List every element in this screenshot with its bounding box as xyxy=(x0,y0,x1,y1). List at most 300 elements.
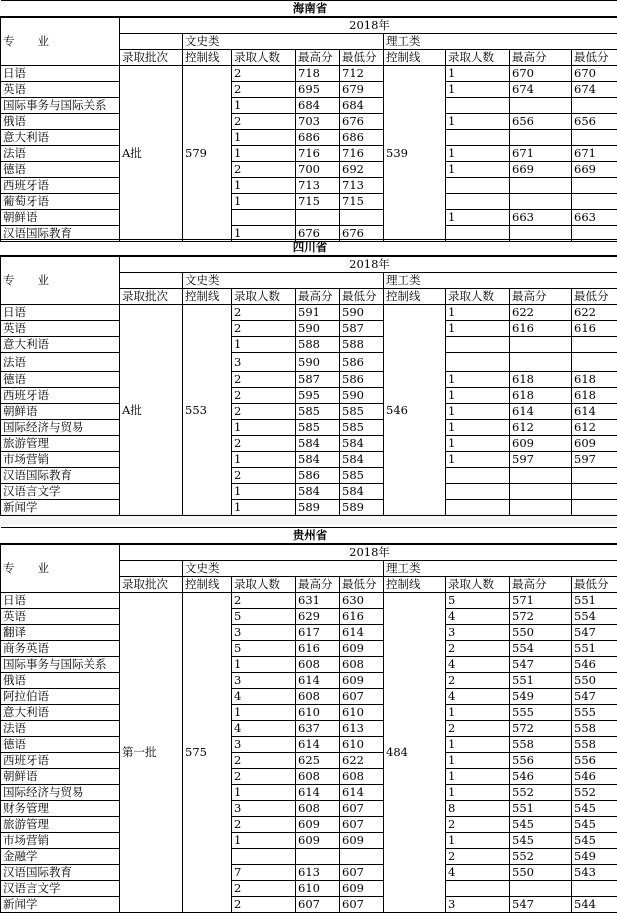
wen-max: 607 xyxy=(296,897,340,913)
major-name: 英语 xyxy=(1,321,120,337)
li-max: 547 xyxy=(510,657,572,673)
wen-max xyxy=(296,849,340,865)
li-min: 609 xyxy=(572,436,617,452)
wen-control-cell: 575 xyxy=(183,593,232,913)
wen-max: 608 xyxy=(296,769,340,785)
li-min: 544 xyxy=(572,897,617,913)
li-min: 618 xyxy=(572,388,617,404)
table-row xyxy=(1,897,617,913)
major-name: 英语 xyxy=(1,82,120,98)
guizhou-section xyxy=(0,527,617,913)
major-name: 法语 xyxy=(1,146,120,162)
year-header: 2018年 xyxy=(120,544,617,561)
wen-max: 631 xyxy=(296,593,340,609)
wen-max: 590 xyxy=(296,353,340,372)
li-max xyxy=(510,881,572,897)
wen-max: 588 xyxy=(296,337,340,353)
major-name: 金融学 xyxy=(1,849,120,865)
li-admitted xyxy=(446,881,510,897)
li-max: 550 xyxy=(510,625,572,641)
li-min: 554 xyxy=(572,609,617,625)
li-max: 571 xyxy=(510,593,572,609)
wen-max: 608 xyxy=(296,657,340,673)
table-row xyxy=(1,66,617,82)
wen-max: 700 xyxy=(296,162,340,178)
blank-header xyxy=(120,561,183,577)
major-name: 朝鲜语 xyxy=(1,769,120,785)
wen-min: 585 xyxy=(340,420,384,436)
wen-admitted: 7 xyxy=(232,865,296,881)
li-control-cell: 484 xyxy=(384,593,446,913)
table-row xyxy=(1,178,617,194)
wen-min: 590 xyxy=(340,388,384,404)
li-min: 555 xyxy=(572,705,617,721)
wen-max: 695 xyxy=(296,82,340,98)
major-name: 汉语国际教育 xyxy=(1,226,120,242)
table-row xyxy=(1,146,617,162)
li-min xyxy=(572,881,617,897)
wen-min: 614 xyxy=(340,625,384,641)
li-max xyxy=(510,353,572,372)
li-min: 671 xyxy=(572,146,617,162)
table-row xyxy=(1,737,617,753)
table-row xyxy=(1,321,617,337)
wen-min: 607 xyxy=(340,801,384,817)
wen-control-cell: 553 xyxy=(183,305,232,516)
wen-admitted: 1 xyxy=(232,98,296,114)
li-admitted: 4 xyxy=(446,689,510,705)
li-max: 545 xyxy=(510,833,572,849)
major-name: 俄语 xyxy=(1,673,120,689)
li-admitted: 3 xyxy=(446,897,510,913)
wen-min: 686 xyxy=(340,130,384,146)
li-max-header: 最高分 xyxy=(510,50,572,66)
wen-max: 584 xyxy=(296,452,340,468)
wen-admitted: 2 xyxy=(232,404,296,420)
wen-admitted: 1 xyxy=(232,420,296,436)
wen-admitted: 5 xyxy=(232,641,296,657)
wen-admitted: 3 xyxy=(232,353,296,372)
wen-max: 625 xyxy=(296,753,340,769)
major-name: 市场营销 xyxy=(1,833,120,849)
wen-min xyxy=(340,849,384,865)
table-row xyxy=(1,404,617,420)
li-min xyxy=(572,468,617,484)
wen-max: 586 xyxy=(296,468,340,484)
li-min: 550 xyxy=(572,673,617,689)
wen-control-header: 控制线 xyxy=(183,50,232,66)
wen-max: 718 xyxy=(296,66,340,82)
major-name: 新闻学 xyxy=(1,897,120,913)
li-admitted: 2 xyxy=(446,721,510,737)
li-min-header: 最低分 xyxy=(572,289,617,305)
wen-min-header: 最低分 xyxy=(340,50,384,66)
wen-admitted-header: 录取人数 xyxy=(232,577,296,593)
li-max xyxy=(510,178,572,194)
li-admitted: 1 xyxy=(446,753,510,769)
li-max: 663 xyxy=(510,210,572,226)
wen-min: 607 xyxy=(340,897,384,913)
li-admitted: 2 xyxy=(446,641,510,657)
li-min xyxy=(572,500,617,516)
wen-admitted: 1 xyxy=(232,484,296,500)
wen-min-header: 最低分 xyxy=(340,577,384,593)
province-title: 四川省 xyxy=(1,240,617,257)
li-admitted xyxy=(446,500,510,516)
li-admitted: 1 xyxy=(446,705,510,721)
table-row xyxy=(1,785,617,801)
li-max: 614 xyxy=(510,404,572,420)
wen-admitted: 2 xyxy=(232,321,296,337)
li-admitted: 1 xyxy=(446,305,510,321)
li-admitted-header: 录取人数 xyxy=(446,50,510,66)
wen-max: 591 xyxy=(296,305,340,321)
li-min: 543 xyxy=(572,865,617,881)
li-admitted: 1 xyxy=(446,210,510,226)
wen-max-header: 最高分 xyxy=(296,289,340,305)
table-row xyxy=(1,657,617,673)
li-min: 547 xyxy=(572,689,617,705)
li-min: 663 xyxy=(572,210,617,226)
li-control-cell: 546 xyxy=(384,305,446,516)
major-name: 意大利语 xyxy=(1,130,120,146)
major-name: 朝鲜语 xyxy=(1,404,120,420)
admission-table xyxy=(0,239,617,516)
wen-min: 712 xyxy=(340,66,384,82)
major-name: 汉语言文学 xyxy=(1,484,120,500)
wen-admitted: 1 xyxy=(232,337,296,353)
li-min: 674 xyxy=(572,82,617,98)
wen-min: 585 xyxy=(340,404,384,420)
major-name: 市场营销 xyxy=(1,452,120,468)
wen-admitted: 3 xyxy=(232,673,296,689)
wen-min: 676 xyxy=(340,114,384,130)
li-min: 556 xyxy=(572,753,617,769)
ligong-header: 理工类 xyxy=(384,561,617,577)
major-name: 英语 xyxy=(1,609,120,625)
wen-max: 585 xyxy=(296,420,340,436)
wen-min: 622 xyxy=(340,753,384,769)
li-max: 547 xyxy=(510,897,572,913)
li-admitted: 1 xyxy=(446,321,510,337)
wen-min xyxy=(340,210,384,226)
li-admitted: 1 xyxy=(446,737,510,753)
li-min: 618 xyxy=(572,372,617,388)
major-name: 朝鲜语 xyxy=(1,210,120,226)
table-row xyxy=(1,753,617,769)
li-admitted: 1 xyxy=(446,162,510,178)
li-min: 558 xyxy=(572,721,617,737)
table-row xyxy=(1,833,617,849)
wen-admitted: 2 xyxy=(232,753,296,769)
li-admitted xyxy=(446,130,510,146)
wen-min: 614 xyxy=(340,785,384,801)
batch-header: 录取批次 xyxy=(120,289,183,305)
year-header: 2018年 xyxy=(120,17,617,34)
wen-min: 607 xyxy=(340,689,384,705)
major-name: 国际事务与国际关系 xyxy=(1,98,120,114)
wen-admitted-header: 录取人数 xyxy=(232,50,296,66)
wen-max: 584 xyxy=(296,436,340,452)
wen-max: 614 xyxy=(296,673,340,689)
table-row xyxy=(1,849,617,865)
major-name: 葡萄牙语 xyxy=(1,194,120,210)
li-min: 545 xyxy=(572,817,617,833)
wen-control-header: 控制线 xyxy=(183,289,232,305)
li-min-header: 最低分 xyxy=(572,577,617,593)
wen-admitted: 2 xyxy=(232,468,296,484)
li-admitted xyxy=(446,178,510,194)
li-max: 671 xyxy=(510,146,572,162)
wen-max: 608 xyxy=(296,689,340,705)
wenshi-header: 文史类 xyxy=(183,561,384,577)
li-control-header: 控制线 xyxy=(384,289,446,305)
table-row xyxy=(1,689,617,705)
wen-admitted: 2 xyxy=(232,82,296,98)
li-max xyxy=(510,130,572,146)
li-min: 546 xyxy=(572,769,617,785)
wen-max: 616 xyxy=(296,641,340,657)
li-max: 556 xyxy=(510,753,572,769)
li-max: 552 xyxy=(510,849,572,865)
li-max: 551 xyxy=(510,673,572,689)
wen-min: 608 xyxy=(340,657,384,673)
table-row xyxy=(1,609,617,625)
wen-admitted: 2 xyxy=(232,372,296,388)
wen-admitted: 2 xyxy=(232,114,296,130)
table-row xyxy=(1,769,617,785)
li-max xyxy=(510,484,572,500)
li-min xyxy=(572,484,617,500)
wen-max: 584 xyxy=(296,484,340,500)
wen-admitted: 2 xyxy=(232,593,296,609)
table-row xyxy=(1,881,617,897)
table-row xyxy=(1,721,617,737)
li-min: 551 xyxy=(572,593,617,609)
table-row xyxy=(1,194,617,210)
wen-min: 585 xyxy=(340,468,384,484)
major-name: 日语 xyxy=(1,593,120,609)
wen-min: 679 xyxy=(340,82,384,98)
major-name: 法语 xyxy=(1,353,120,372)
wen-max: 609 xyxy=(296,833,340,849)
province-title: 海南省 xyxy=(1,1,617,18)
li-admitted: 1 xyxy=(446,420,510,436)
wen-control-cell: 579 xyxy=(183,66,232,242)
wen-max: 617 xyxy=(296,625,340,641)
table-row xyxy=(1,420,617,436)
table-row xyxy=(1,500,617,516)
wen-admitted: 2 xyxy=(232,897,296,913)
li-admitted: 1 xyxy=(446,785,510,801)
major-name: 意大利语 xyxy=(1,705,120,721)
wen-min: 607 xyxy=(340,865,384,881)
batch-cell: A批 xyxy=(120,305,183,516)
li-min xyxy=(572,337,617,353)
li-min: 545 xyxy=(572,801,617,817)
table-row xyxy=(1,484,617,500)
li-admitted xyxy=(446,194,510,210)
major-name: 国际经济与贸易 xyxy=(1,785,120,801)
wen-admitted: 1 xyxy=(232,194,296,210)
li-admitted: 2 xyxy=(446,673,510,689)
wen-min: 584 xyxy=(340,436,384,452)
wen-control-header: 控制线 xyxy=(183,577,232,593)
wen-max: 713 xyxy=(296,178,340,194)
table-row xyxy=(1,130,617,146)
li-max: 552 xyxy=(510,785,572,801)
table-row xyxy=(1,388,617,404)
li-admitted: 3 xyxy=(446,625,510,641)
major-name: 意大利语 xyxy=(1,337,120,353)
li-max: 618 xyxy=(510,372,572,388)
admission-table xyxy=(0,0,617,242)
wen-admitted: 1 xyxy=(232,452,296,468)
wen-min: 609 xyxy=(340,641,384,657)
li-admitted: 5 xyxy=(446,593,510,609)
li-admitted: 1 xyxy=(446,769,510,785)
wen-min: 609 xyxy=(340,673,384,689)
major-name: 汉语言文学 xyxy=(1,881,120,897)
table-row xyxy=(1,210,617,226)
li-min xyxy=(572,130,617,146)
wen-min: 610 xyxy=(340,737,384,753)
table-row xyxy=(1,114,617,130)
wen-admitted: 1 xyxy=(232,657,296,673)
wen-max-header: 最高分 xyxy=(296,577,340,593)
wen-admitted xyxy=(232,849,296,865)
table-row xyxy=(1,468,617,484)
wen-admitted: 2 xyxy=(232,162,296,178)
major-header: 专 业 xyxy=(1,256,120,305)
wen-max: 609 xyxy=(296,817,340,833)
li-min xyxy=(572,178,617,194)
wen-admitted: 1 xyxy=(232,785,296,801)
li-max: 572 xyxy=(510,721,572,737)
table-row xyxy=(1,353,617,372)
major-name: 汉语国际教育 xyxy=(1,468,120,484)
li-max: 558 xyxy=(510,737,572,753)
wen-admitted: 5 xyxy=(232,609,296,625)
major-name: 国际事务与国际关系 xyxy=(1,657,120,673)
table-row xyxy=(1,337,617,353)
li-min xyxy=(572,194,617,210)
table-row xyxy=(1,162,617,178)
wen-admitted: 3 xyxy=(232,625,296,641)
wen-min: 713 xyxy=(340,178,384,194)
li-admitted-header: 录取人数 xyxy=(446,289,510,305)
wen-admitted: 1 xyxy=(232,500,296,516)
wen-max xyxy=(296,210,340,226)
li-admitted: 4 xyxy=(446,657,510,673)
li-max xyxy=(510,500,572,516)
li-admitted: 1 xyxy=(446,833,510,849)
wen-admitted: 2 xyxy=(232,388,296,404)
li-max: 555 xyxy=(510,705,572,721)
wen-min: 692 xyxy=(340,162,384,178)
li-max xyxy=(510,194,572,210)
wen-min: 616 xyxy=(340,609,384,625)
wen-max: 703 xyxy=(296,114,340,130)
wen-admitted: 4 xyxy=(232,689,296,705)
ligong-header: 理工类 xyxy=(384,34,617,50)
li-max: 622 xyxy=(510,305,572,321)
wen-min: 610 xyxy=(340,705,384,721)
li-admitted: 1 xyxy=(446,82,510,98)
wen-max: 614 xyxy=(296,785,340,801)
li-min: 597 xyxy=(572,452,617,468)
major-name: 德语 xyxy=(1,737,120,753)
wen-min: 630 xyxy=(340,593,384,609)
wen-admitted: 3 xyxy=(232,737,296,753)
li-max: 597 xyxy=(510,452,572,468)
wen-min: 588 xyxy=(340,337,384,353)
batch-header: 录取批次 xyxy=(120,50,183,66)
li-max-header: 最高分 xyxy=(510,289,572,305)
wen-min: 609 xyxy=(340,833,384,849)
wen-max: 637 xyxy=(296,721,340,737)
wen-admitted: 1 xyxy=(232,705,296,721)
wen-max: 610 xyxy=(296,705,340,721)
wenshi-header: 文史类 xyxy=(183,34,384,50)
table-row xyxy=(1,705,617,721)
wen-min: 609 xyxy=(340,881,384,897)
major-name: 国际经济与贸易 xyxy=(1,420,120,436)
province-title: 贵州省 xyxy=(1,528,617,545)
li-admitted: 8 xyxy=(446,801,510,817)
wen-max: 613 xyxy=(296,865,340,881)
wen-max-header: 最高分 xyxy=(296,50,340,66)
li-control-header: 控制线 xyxy=(384,50,446,66)
wen-admitted: 1 xyxy=(232,130,296,146)
li-admitted-header: 录取人数 xyxy=(446,577,510,593)
wen-min-header: 最低分 xyxy=(340,289,384,305)
major-name: 德语 xyxy=(1,162,120,178)
li-max: 572 xyxy=(510,609,572,625)
wen-min: 586 xyxy=(340,353,384,372)
wen-admitted xyxy=(232,210,296,226)
wen-max: 716 xyxy=(296,146,340,162)
wen-max: 684 xyxy=(296,98,340,114)
wen-admitted-header: 录取人数 xyxy=(232,289,296,305)
li-min xyxy=(572,98,617,114)
wen-min: 684 xyxy=(340,98,384,114)
li-min: 545 xyxy=(572,833,617,849)
li-max: 670 xyxy=(510,66,572,82)
batch-header: 录取批次 xyxy=(120,577,183,593)
wen-min: 715 xyxy=(340,194,384,210)
li-admitted xyxy=(446,484,510,500)
li-max xyxy=(510,337,572,353)
li-admitted: 1 xyxy=(446,436,510,452)
wen-max: 589 xyxy=(296,500,340,516)
wenshi-header: 文史类 xyxy=(183,273,384,289)
li-max xyxy=(510,98,572,114)
major-name: 俄语 xyxy=(1,114,120,130)
li-admitted xyxy=(446,98,510,114)
li-admitted: 2 xyxy=(446,817,510,833)
major-name: 日语 xyxy=(1,305,120,321)
li-admitted xyxy=(446,353,510,372)
li-min: 558 xyxy=(572,737,617,753)
major-name: 日语 xyxy=(1,66,120,82)
li-min: 616 xyxy=(572,321,617,337)
li-max xyxy=(510,468,572,484)
wen-min: 590 xyxy=(340,305,384,321)
major-name: 西班牙语 xyxy=(1,388,120,404)
li-max: 545 xyxy=(510,817,572,833)
major-name: 旅游管理 xyxy=(1,436,120,452)
